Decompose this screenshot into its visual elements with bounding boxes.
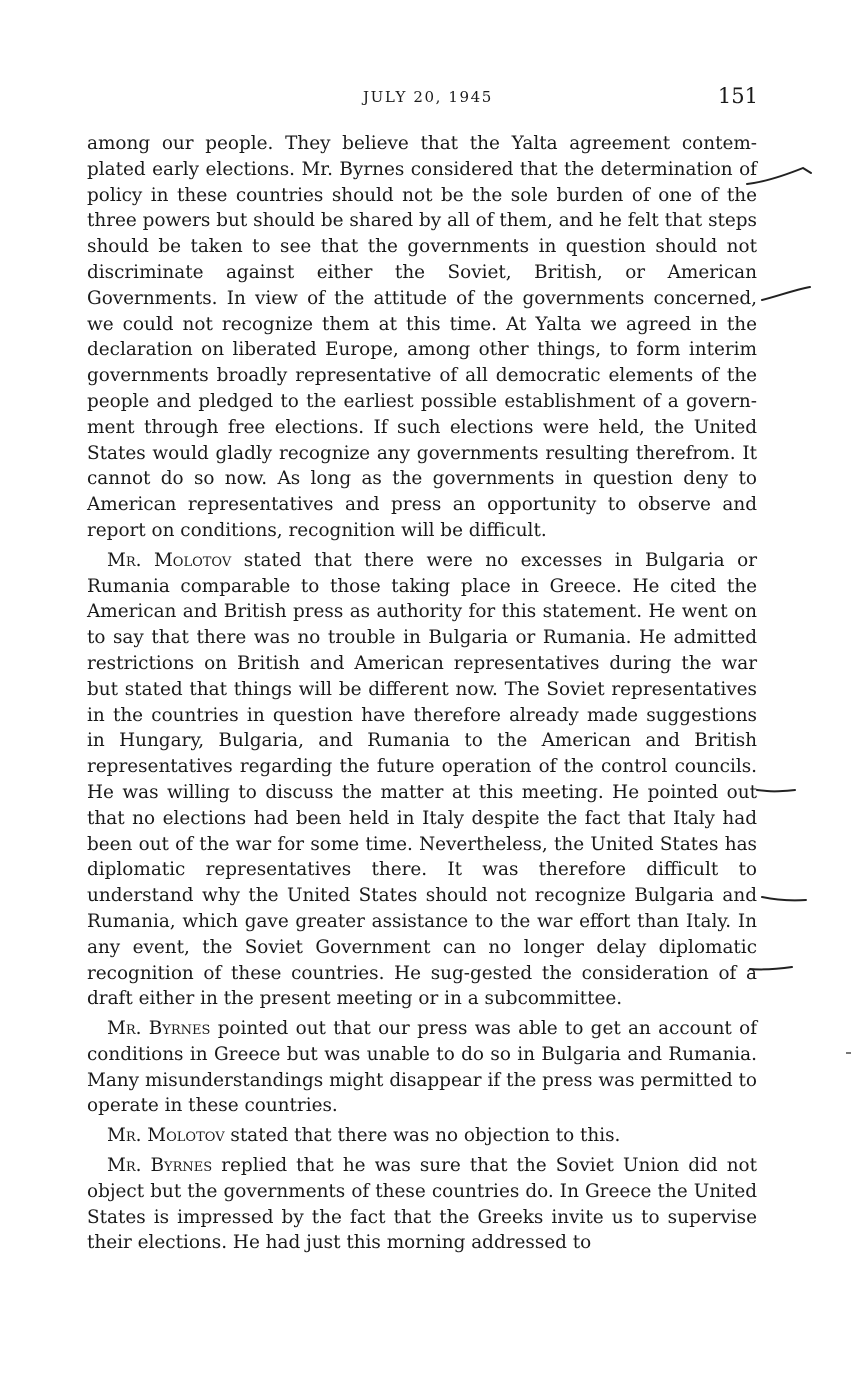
paragraph-text: among our people. They believe that the Yalta agreement contem-plated early elections. Mr. Byrnes considered that the determination of policy in these countries should not be the sole burden of one of the three powers but should be shared by all of them, and he felt that steps should be taken to see that the governments in question should not discriminate against either the Soviet, British, or American Governments. In view of the attitude of the governments concerned, we could not recognize them at this time. At Yalta we agreed in the declaration on liberated Europe, among other things, to form interim governments broadly representative of all democratic elements of the people and pledged to the earliest possible establishment of a govern-ment through free elections. If such elections were held, the United States would gladly recognize any governments resulting therefrom. It cannot do so now. As long as the governments in question deny to American representatives and press an opportunity to observe and report on conditions, recognition will be difficult.: [87, 133, 757, 541]
margin-mark-3: [755, 784, 800, 796]
paragraph-text: pointed out that our press was able to get an account of conditions in Greece but was unable to do so in Bulgaria and Rumania. Many misunderstandings might disappear if the press was permitted to operate in these countries.: [87, 1018, 757, 1117]
page-body: [87, 131, 757, 1260]
margin-mark-5: [748, 962, 796, 976]
speaker-name: Mr. Byrnes: [107, 1018, 211, 1040]
paragraph-text: stated that there were no excesses in Bulgaria or Rumania comparable to those taking place in Greece. He cited the American and British press as authority for this statement. He went on to say that there was no trouble in Bulgaria or Rumania. He admitted restrictions on British and American representatives during the war but stated that things will be different now. The Soviet representatives in the countries in question have therefore already made suggestions in Hungary, Bulgaria, and Rumania to the American and British representatives regarding the future operation of the control councils. He was willing to discuss the matter at this meeting. He pointed out that no elections had been held in Italy despite the fact that Italy had been out of the war for some time. Nevertheless, the United States has diplomatic representatives there. It was therefore difficult to understand why the United States should not recognize Bulgaria and Rumania, which gave greater assistance to the war effort than Italy. In any event, the Soviet Government can no longer delay diplomatic recognition of these countries. He sug-gested the consideration of a draft either in the present meeting or in a subcommittee.: [87, 549, 758, 1010]
page-number: 151: [717, 84, 758, 108]
paragraph: [87, 1016, 757, 1119]
header-date: JULY 20, 1945: [363, 88, 493, 106]
speaker-name: Mr. Molotov: [107, 549, 232, 571]
paragraph: [87, 548, 757, 1012]
margin-mark-1: [745, 162, 815, 188]
margin-mark-2: [760, 284, 815, 304]
paragraph: [87, 1123, 757, 1149]
paragraph-text: replied that he was sure that the Soviet Union did not object but the governments of these countries do. In Greece the United States is impressed by the fact that the Greeks invite us to supervise their elections. He had just this morning addressed to: [87, 1155, 757, 1254]
speaker-name: Mr. Molotov: [107, 1125, 225, 1147]
paragraph: [87, 131, 757, 544]
paragraph: [87, 1153, 757, 1256]
paragraph-text: stated that there was no objection to this.: [224, 1125, 621, 1147]
margin-speck: [846, 1052, 851, 1054]
margin-mark-4: [760, 892, 810, 906]
speaker-name: Mr. Byrnes: [107, 1155, 213, 1177]
